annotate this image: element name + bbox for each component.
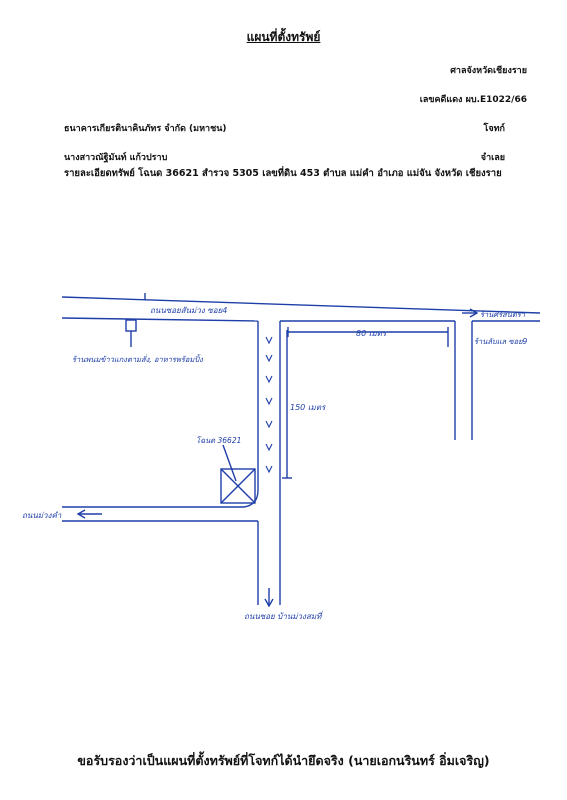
route-mark-5	[266, 421, 272, 427]
defendant-name: นางสาวณัฐิมันท์ แก้วปราบ	[64, 153, 168, 163]
page-title: แผนที่ตั้งทรัพย์	[246, 30, 321, 44]
route-mark-2	[266, 355, 272, 361]
route-mark-4	[266, 398, 272, 404]
top-right-label: ร้านศรีสันตรา	[480, 310, 525, 319]
building-left-label: ร้านพนมข้าวแกงตามสั่ง, อาหารพร้อมปิ้ง	[72, 355, 203, 364]
top-road-label: ถนนซอยสันม่วง ซอย4	[150, 306, 228, 315]
route-mark-6	[266, 444, 272, 450]
deed-leader	[223, 445, 236, 481]
map-lines	[62, 293, 540, 606]
top-road-upper-edge	[62, 297, 540, 313]
bottom-road-label: ถนนซอย บ้านม่วงสมที่	[244, 612, 322, 621]
route-mark-3	[266, 376, 272, 382]
soi-right-label: ร้านลับแล ซอย9	[474, 337, 528, 346]
left-road-label: ถนนม่วงคำ	[22, 511, 62, 520]
property-details: รายละเอียดทรัพย์ โฉนด 36621 สำรวจ 5305 เลขที่ดิน 453 ตำบล แม่คำ อำเภอ แม่จัน จังหวัด เชียงราย	[64, 168, 502, 179]
distance-horizontal-label: 80 เมตร	[356, 329, 387, 338]
building-marker	[126, 320, 136, 331]
route-marks	[266, 337, 272, 472]
case-number: เลขคดีแดง ผบ.E1022/66	[419, 95, 527, 105]
court-name: ศาลจังหวัดเชียงราย	[450, 66, 527, 76]
route-mark-7	[266, 466, 272, 472]
defendant-role: จำเลย	[480, 153, 505, 163]
plaintiff-name: ธนาคารเกียรตินาคินภัทร จำกัด (มหาชน)	[64, 124, 227, 134]
certification-statement: ขอรับรองว่าเป็นแผนที่ตั้งทรัพย์ที่โจทก์ได้นำยึดจริง (นายเอกนรินทร์ อิ่มเจริญ)	[77, 753, 490, 768]
route-mark-1	[266, 337, 272, 343]
plaintiff-role: โจทก์	[483, 124, 505, 134]
top-road-lower-edge-left	[62, 318, 258, 321]
distance-vertical-label: 150 เมตร	[290, 403, 326, 412]
deed-label: โฉนด 36621	[196, 436, 242, 445]
